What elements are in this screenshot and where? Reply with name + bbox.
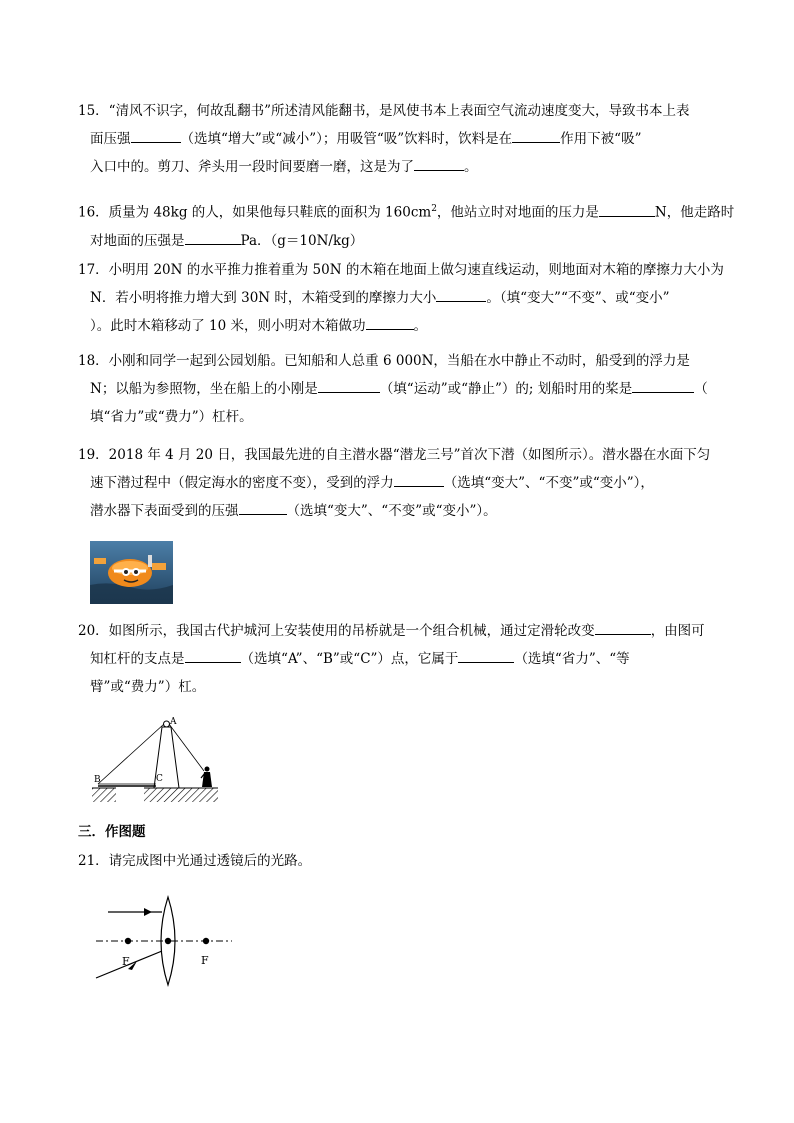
point-a-label: A — [170, 717, 177, 727]
answer-blank[interactable] — [394, 472, 444, 487]
question-17 — [78, 256, 724, 340]
focal-label-right: F — [201, 954, 209, 967]
arrowhead-icon — [144, 908, 152, 916]
answer-blank[interactable] — [185, 648, 241, 663]
answer-blank[interactable] — [185, 230, 241, 245]
q18-line1: 18．小刚和同学一起到公园划船。已知船和人总重 6 000N，当船在水中静止不动时，船受到的浮力是 — [78, 353, 690, 369]
submersible-illustration — [90, 541, 173, 604]
q15-text: 作用下被“吸” — [560, 131, 642, 147]
answer-blank[interactable] — [239, 500, 287, 515]
q18-text: N；以船为参照物，坐在船上的小刚是 — [90, 381, 318, 397]
q17-line3 — [78, 312, 720, 340]
answer-blank[interactable] — [595, 620, 651, 635]
q19-text: 速下潜过程中（假定海水的密度不变），受到的浮力 — [90, 475, 394, 491]
q20-text: 知杠杆的支点是 — [90, 651, 185, 667]
q18-line2 — [78, 375, 720, 403]
submersible-photo — [90, 541, 173, 604]
answer-blank[interactable] — [414, 156, 464, 171]
q21-line1: 21．请完成图中光通过透镜后的光路。 — [78, 853, 312, 869]
q15-line1: 15．“清风不识字，何故乱翻书”所述清风能翻书，是风使书本上表面空气流动速度变大，导致书本上表 — [78, 103, 690, 119]
question-15 — [78, 97, 720, 181]
q19-text: （选填“变大”、“不变”或“变小”）， — [443, 475, 654, 491]
q16-text: N，他走路时 — [654, 204, 735, 221]
q16-line1 — [78, 195, 735, 227]
lens-diagram — [92, 893, 237, 988]
superscript: 2 — [431, 204, 437, 214]
q20-text: （选填“A”、“B”或“C”）点，它属于 — [240, 651, 459, 667]
focal-label-left: F — [122, 955, 130, 968]
q16-text: Pa．（g＝10N/kg） — [240, 232, 364, 249]
focal-point-left — [125, 938, 131, 944]
q17-text: ）。此时木箱移动了 10 米，则小明对木箱做功 — [90, 318, 366, 334]
answer-blank[interactable] — [436, 287, 486, 302]
question-18 — [78, 347, 720, 431]
drawbridge-diagram — [88, 715, 223, 807]
question-20 — [78, 617, 720, 701]
q17-text: 。（填“变大”“不变”、或“变小” — [486, 290, 670, 306]
q18-text: （ — [694, 381, 708, 397]
q15-line3 — [78, 153, 720, 181]
q15-line2 — [78, 125, 720, 153]
q17-text: 。 — [413, 318, 428, 334]
q18-line3: 填“省力”或“费力”）杠杆。 — [90, 409, 253, 425]
q16-text: ，他站立时对地面的压力是 — [436, 204, 599, 221]
q18-text: （填“运动”或“静止”）的; 划船时用的桨是 — [379, 381, 633, 397]
q19-line3 — [78, 497, 720, 525]
question-21 — [78, 847, 720, 875]
question-19 — [78, 441, 720, 525]
answer-blank[interactable] — [632, 378, 694, 393]
q15-text: 面压强 — [90, 131, 131, 147]
q19-text: （选填“变大”、“不变”或“变小”）。 — [286, 503, 497, 519]
q17-line1: 17．小明用 20N 的水平推力推着重为 50N 的木箱在地面上做匀速直线运动，则地面对木箱的摩擦力大小为 — [78, 262, 724, 278]
q16-text: 对地面的压强是 — [90, 232, 185, 249]
q19-text: 潜水器下表面受到的压强 — [90, 503, 239, 519]
q20-line1 — [78, 617, 720, 645]
q15-text: 。 — [464, 159, 478, 175]
q20-text: （选填“省力”、“等 — [514, 651, 630, 667]
q20-text: 20．如图所示，我国古代护城河上安装使用的吊桥就是一个组合机械，通过定滑轮改变 — [78, 623, 595, 639]
answer-blank[interactable] — [458, 648, 514, 663]
q19-line2 — [78, 469, 720, 497]
q15-text: 入口中的。剪刀、斧头用一段时间要磨一磨，这是为了 — [90, 159, 414, 175]
q20-line2 — [78, 645, 720, 673]
q17-line2 — [78, 284, 720, 312]
answer-blank[interactable] — [318, 378, 380, 393]
drawbridge-figure — [88, 715, 223, 811]
answer-blank[interactable] — [599, 202, 655, 217]
q15-text: （选填“增大”或“减小”）；用吸管“吸”饮料时，饮料是在 — [180, 131, 513, 147]
section-heading: 三．作图题 — [78, 824, 146, 840]
focal-point-right — [203, 938, 209, 944]
answer-blank[interactable] — [512, 128, 560, 143]
question-16 — [78, 195, 735, 255]
lens-figure — [92, 893, 237, 992]
q16-text: 16．质量为 48kg 的人，如果他每只鞋底的面积为 160cm — [78, 204, 432, 221]
q20-text: ，由图可 — [650, 623, 705, 639]
q19-line1: 19．2018 年 4 月 20 日，我国最先进的自主潜水器“潜龙三号”首次下潜（如图所示）。潜水器在水面下匀 — [78, 447, 711, 463]
point-c-label: C — [156, 774, 163, 784]
answer-blank[interactable] — [131, 128, 181, 143]
q20-line3: 臂”或“费力”）杠。 — [90, 679, 206, 695]
point-b-label: B — [94, 775, 101, 785]
q16-line2 — [78, 227, 720, 255]
answer-blank[interactable] — [366, 315, 414, 330]
optical-center — [165, 938, 171, 944]
q17-text: N．若小明将推力增大到 30N 时，木箱受到的摩擦力大小 — [90, 290, 437, 306]
